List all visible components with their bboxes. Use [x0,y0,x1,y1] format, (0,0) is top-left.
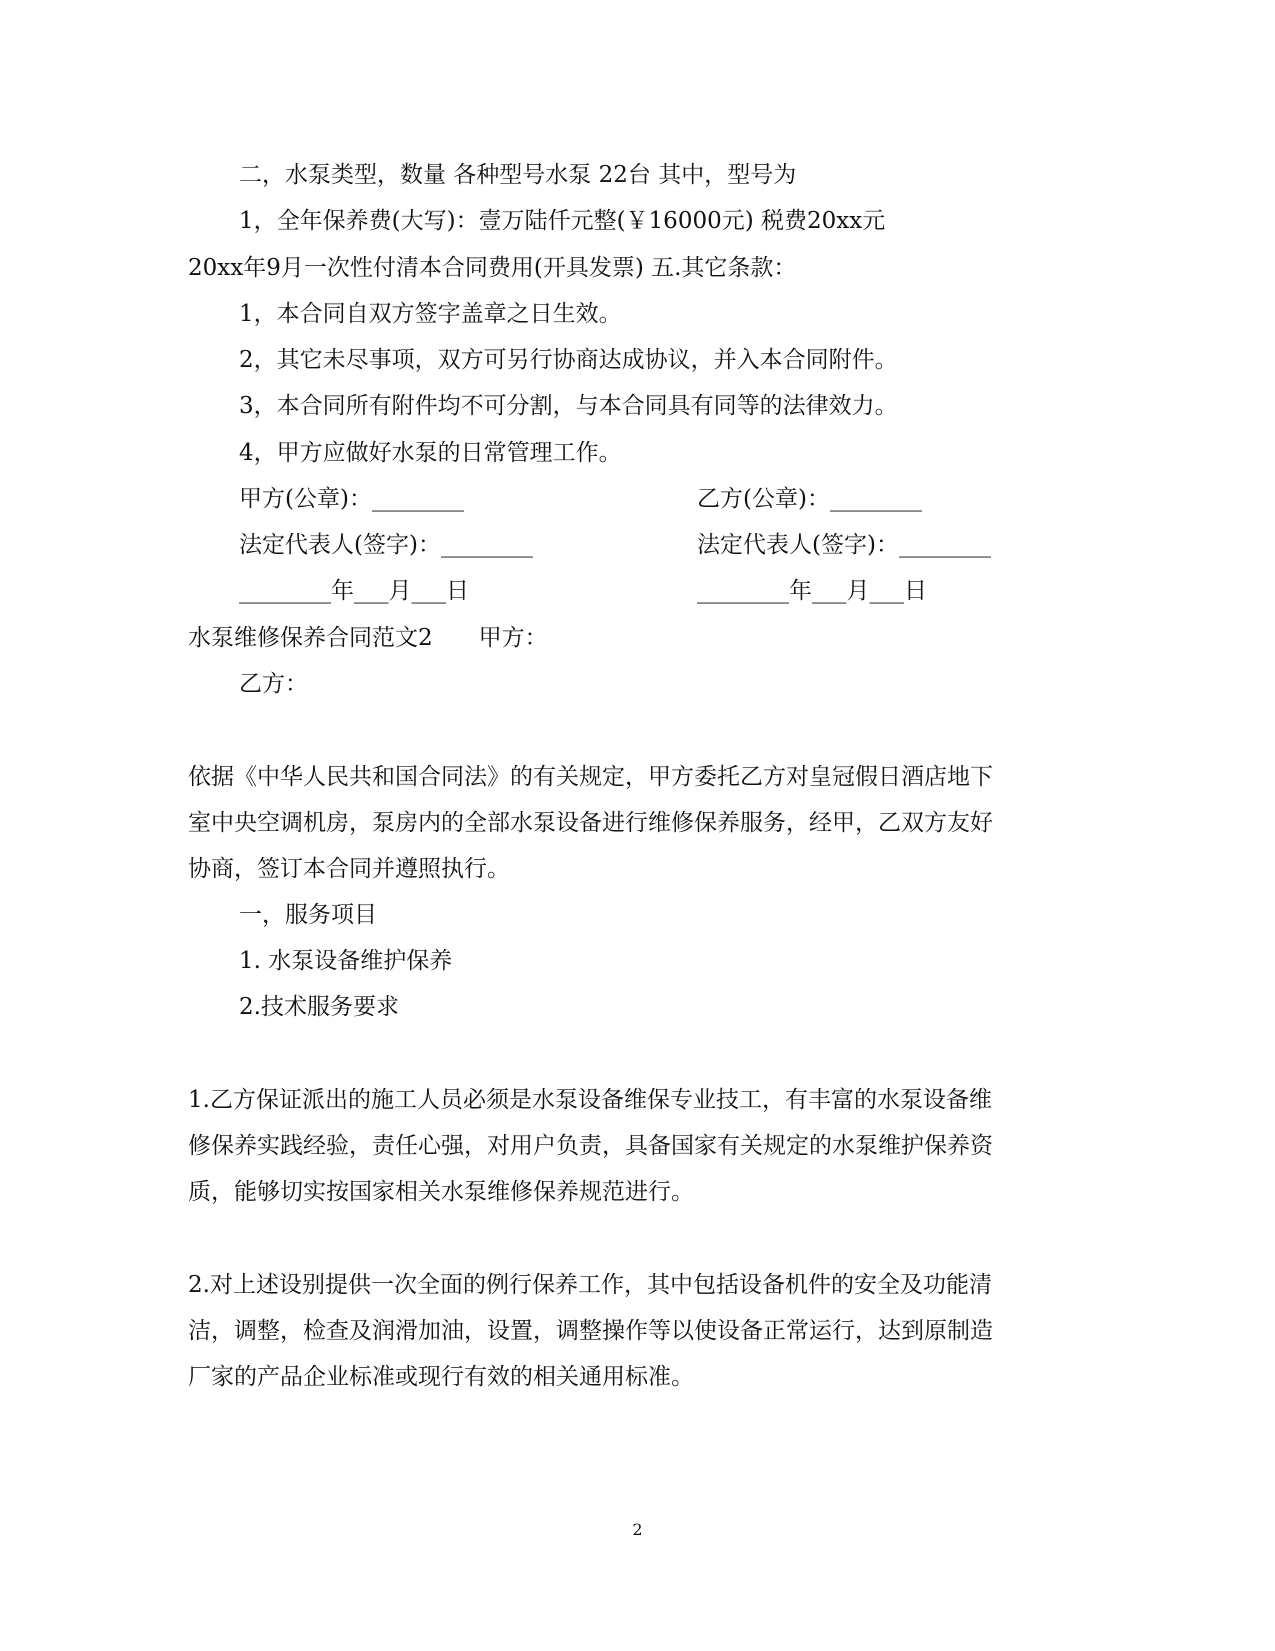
party-b-seal: 乙方(公章)：________ [697,486,922,512]
payment-line: 20xx年9月一次性付清本合同费用(开具发票) 五.其它条款： [188,255,797,281]
intro-line-3: 协商，签订本合同并遵照执行。 [188,856,510,882]
intro-line-2: 室中央空调机房，泵房内的全部水泵设备进行维修保养服务，经甲，乙双方友好 [188,810,993,836]
party-b-representative: 法定代表人(签字)：________ [697,532,991,558]
clause-4: 4，甲方应做好水泵的日常管理工作。 [239,440,622,466]
requirement-1-line-2: 修保养实践经验，责任心强，对用户负责，具备国家有关规定的水泵维护保养资 [188,1133,993,1159]
requirement-1-line-1: 1.乙方保证派出的施工人员必须是水泵设备维保专业技工，有丰富的水泵设备维 [188,1087,992,1113]
contract-title-line: 水泵维修保养合同范文2 甲方： [188,625,548,651]
requirement-2-line-1: 2.对上述设别提供一次全面的例行保养工作，其中包括设备机件的安全及功能清 [188,1272,992,1298]
clause-3: 3，本合同所有附件均不可分割，与本合同具有同等的法律效力。 [239,393,898,419]
pump-type-line: 二，水泵类型，数量 各种型号水泵 22台 其中，型号为 [239,162,797,188]
party-b-label: 乙方： [239,671,308,697]
requirement-2-line-2: 洁，调整，检查及润滑加油，设置，调整操作等以使设备正常运行，达到原制造 [188,1318,993,1344]
clause-1: 1，本合同自双方签字盖章之日生效。 [239,301,622,327]
requirement-2-line-3: 厂家的产品企业标准或现行有效的相关通用标准。 [188,1364,694,1390]
intro-line-1: 依据《中华人民共和国合同法》的有关规定，甲方委托乙方对皇冠假日酒店地下 [188,764,993,790]
party-a-representative: 法定代表人(签字)：________ [239,532,533,558]
service-item-2: 2.技术服务要求 [239,994,399,1020]
clause-2: 2，其它未尽事项，双方可另行协商达成协议，并入本合同附件。 [239,347,898,373]
service-item-1: 1. 水泵设备维护保养 [239,948,453,974]
party-b-date: ________年___月___日 [697,578,927,604]
party-a-seal: 甲方(公章)：________ [239,486,464,512]
annual-fee-line: 1，全年保养费(大写)：壹万陆仟元整(￥16000元) 税费20xx元 [239,208,886,234]
section-heading-services: 一，服务项目 [239,902,377,928]
page-number: 2 [632,1520,643,1539]
party-a-date: ________年___月___日 [239,578,469,604]
requirement-1-line-3: 质，能够切实按国家相关水泵维修保养规范进行。 [188,1179,694,1205]
